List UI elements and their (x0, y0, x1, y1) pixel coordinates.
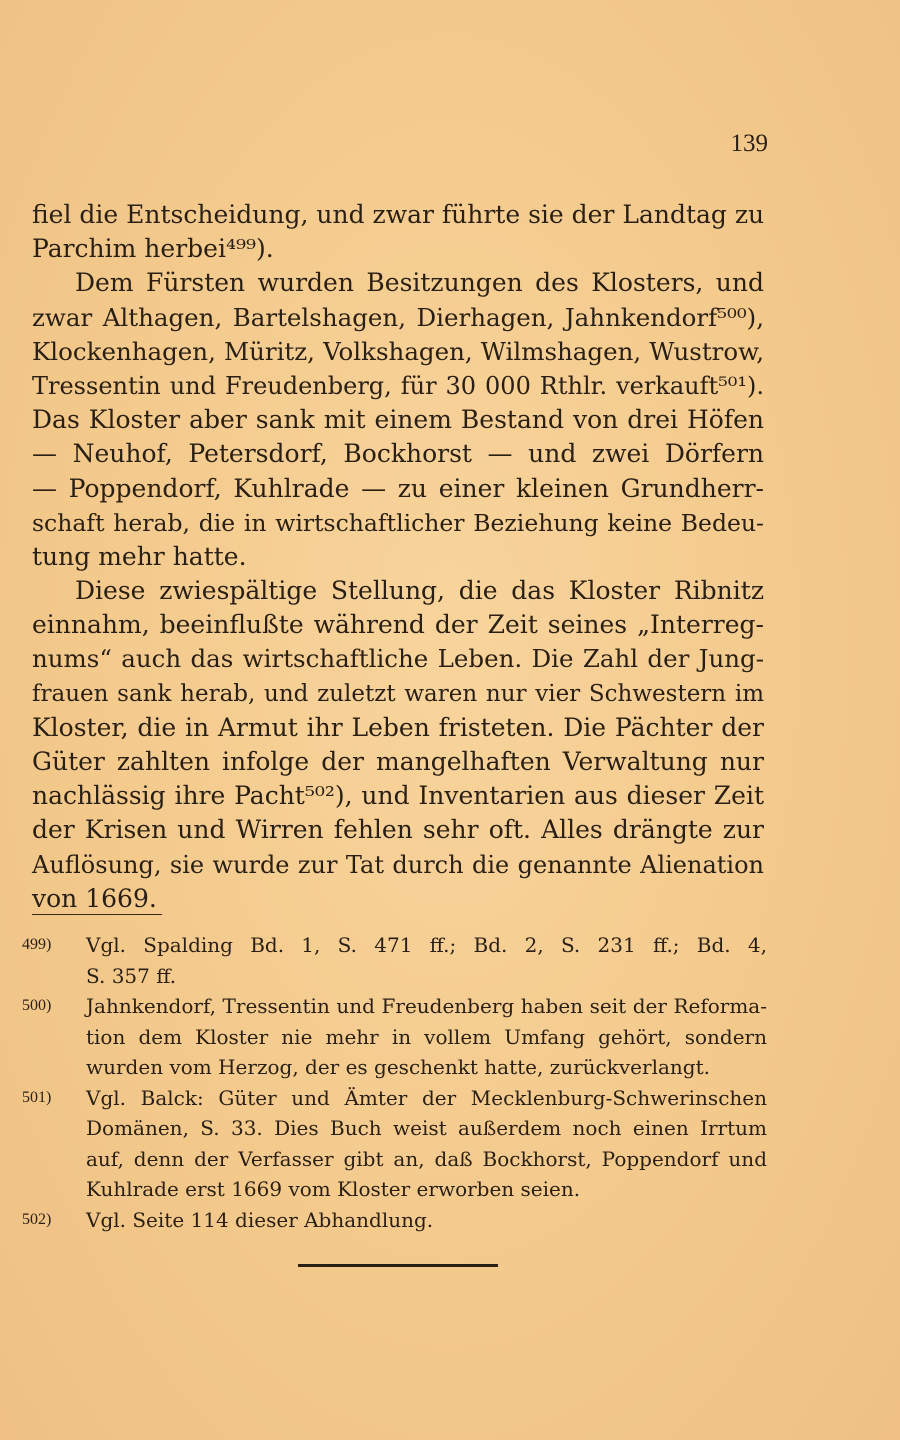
footnote-line: Vgl. Spalding Bd. 1, S. 471 ff.; Bd. 2, S. 231 ff.; Bd. 4, (86, 933, 767, 957)
text-line: einnahm, beeinflußte während der Zeit seines „Interreg- (32, 610, 764, 640)
footnote-number: 500) (22, 997, 52, 1014)
text-line: Diese zwiespältige Stellung, die das Kloster Ribnitz (75, 576, 764, 606)
text-line: Auflösung, sie wurde zur Tat durch die genannte Alienation (32, 850, 764, 879)
footnote-number: 501) (22, 1088, 52, 1106)
text-line: von 1669. (32, 883, 157, 913)
footnote-number: 502) (22, 1210, 52, 1228)
text-line: zwar Althagen, Bartelshagen, Dierhagen, Jahnkendorf⁵⁰⁰), (32, 302, 764, 332)
footnote-line: auf, denn der Verfasser gibt an, daß Bockhorst, Poppendorf und (86, 1146, 767, 1171)
footnote-line: wurden vom Herzog, der es geschenkt hatte, zurückverlangt. (86, 1055, 710, 1079)
text-line: fiel die Entscheidung, und zwar führte sie der Landtag zu (32, 200, 765, 229)
footnote-line: Kuhlrade erst 1669 vom Kloster erworben seien. (86, 1177, 581, 1201)
text-line: Parchim herbei⁴⁹⁹). (32, 234, 274, 264)
footnote-line: Vgl. Seite 114 dieser Abhandlung. (86, 1207, 434, 1232)
footnote-line: Jahnkendorf, Tressentin und Freudenberg haben seit der Reforma- (86, 994, 767, 1018)
paragraph (32, 266, 764, 574)
text-line: tung mehr hatte. (32, 541, 247, 571)
text-line: Das Kloster aber sank mit einem Bestand von drei Höfen (32, 405, 764, 435)
footnote-line: Vgl. Balck: Güter und Ämter der Mecklenburg-Schwerinschen (86, 1085, 767, 1110)
text-line: — Poppendorf, Kuhlrade — zu einer kleinen Grundherr- (32, 473, 764, 503)
text-line: frauen sank herab, und zuletzt waren nur vier Schwestern im (32, 680, 764, 707)
paragraph (32, 574, 764, 916)
text-line: Tressentin und Freudenberg, für 30 000 Rthlr. verkauft⁵⁰¹). (32, 371, 764, 400)
text-line: Dem Fürsten wurden Besitzungen des Klosters, und (75, 268, 764, 298)
text-line: schaft herab, die in wirtschaftlicher Beziehung keine Bedeu- (32, 508, 764, 537)
footnote-separator (32, 914, 162, 915)
footnote-line: Domänen, S. 33. Dies Buch weist außerdem noch einen Irrtum (86, 1116, 767, 1140)
footnote-line: tion dem Kloster nie mehr in vollem Umfang gehört, sondern (86, 1024, 767, 1049)
footnote-line: S. 357 ff. (86, 963, 177, 988)
page-number: 139 (730, 130, 768, 157)
text-line: Kloster, die in Armut ihr Leben fristeten. Die Pächter der (32, 712, 764, 742)
footnote-499 (22, 930, 767, 991)
footnotes (22, 930, 767, 1235)
paragraph (32, 198, 764, 266)
text-line: nachlässig ihre Pacht⁵⁰²), und Inventarien aus dieser Zeit (32, 781, 764, 811)
text-line: Klockenhagen, Müritz, Volkshagen, Wilmshagen, Wustrow, (32, 336, 764, 366)
text-line: der Krisen und Wirren fehlen sehr oft. Alles drängte zur (32, 815, 764, 845)
footnote-502 (22, 1205, 767, 1236)
footnote-500 (22, 991, 767, 1083)
footnote-number: 499) (22, 936, 52, 953)
text-line: Güter zahlten infolge der mangelhaften Verwaltung nur (32, 747, 764, 776)
text-line: — Neuhof, Petersdorf, Bockhorst — und zwei Dörfern (32, 439, 764, 469)
main-text (32, 198, 764, 916)
text-line: nums“ auch das wirtschaftliche Leben. Die Zahl der Jung- (32, 644, 764, 674)
footnote-501 (22, 1083, 767, 1205)
end-rule (298, 1264, 498, 1267)
